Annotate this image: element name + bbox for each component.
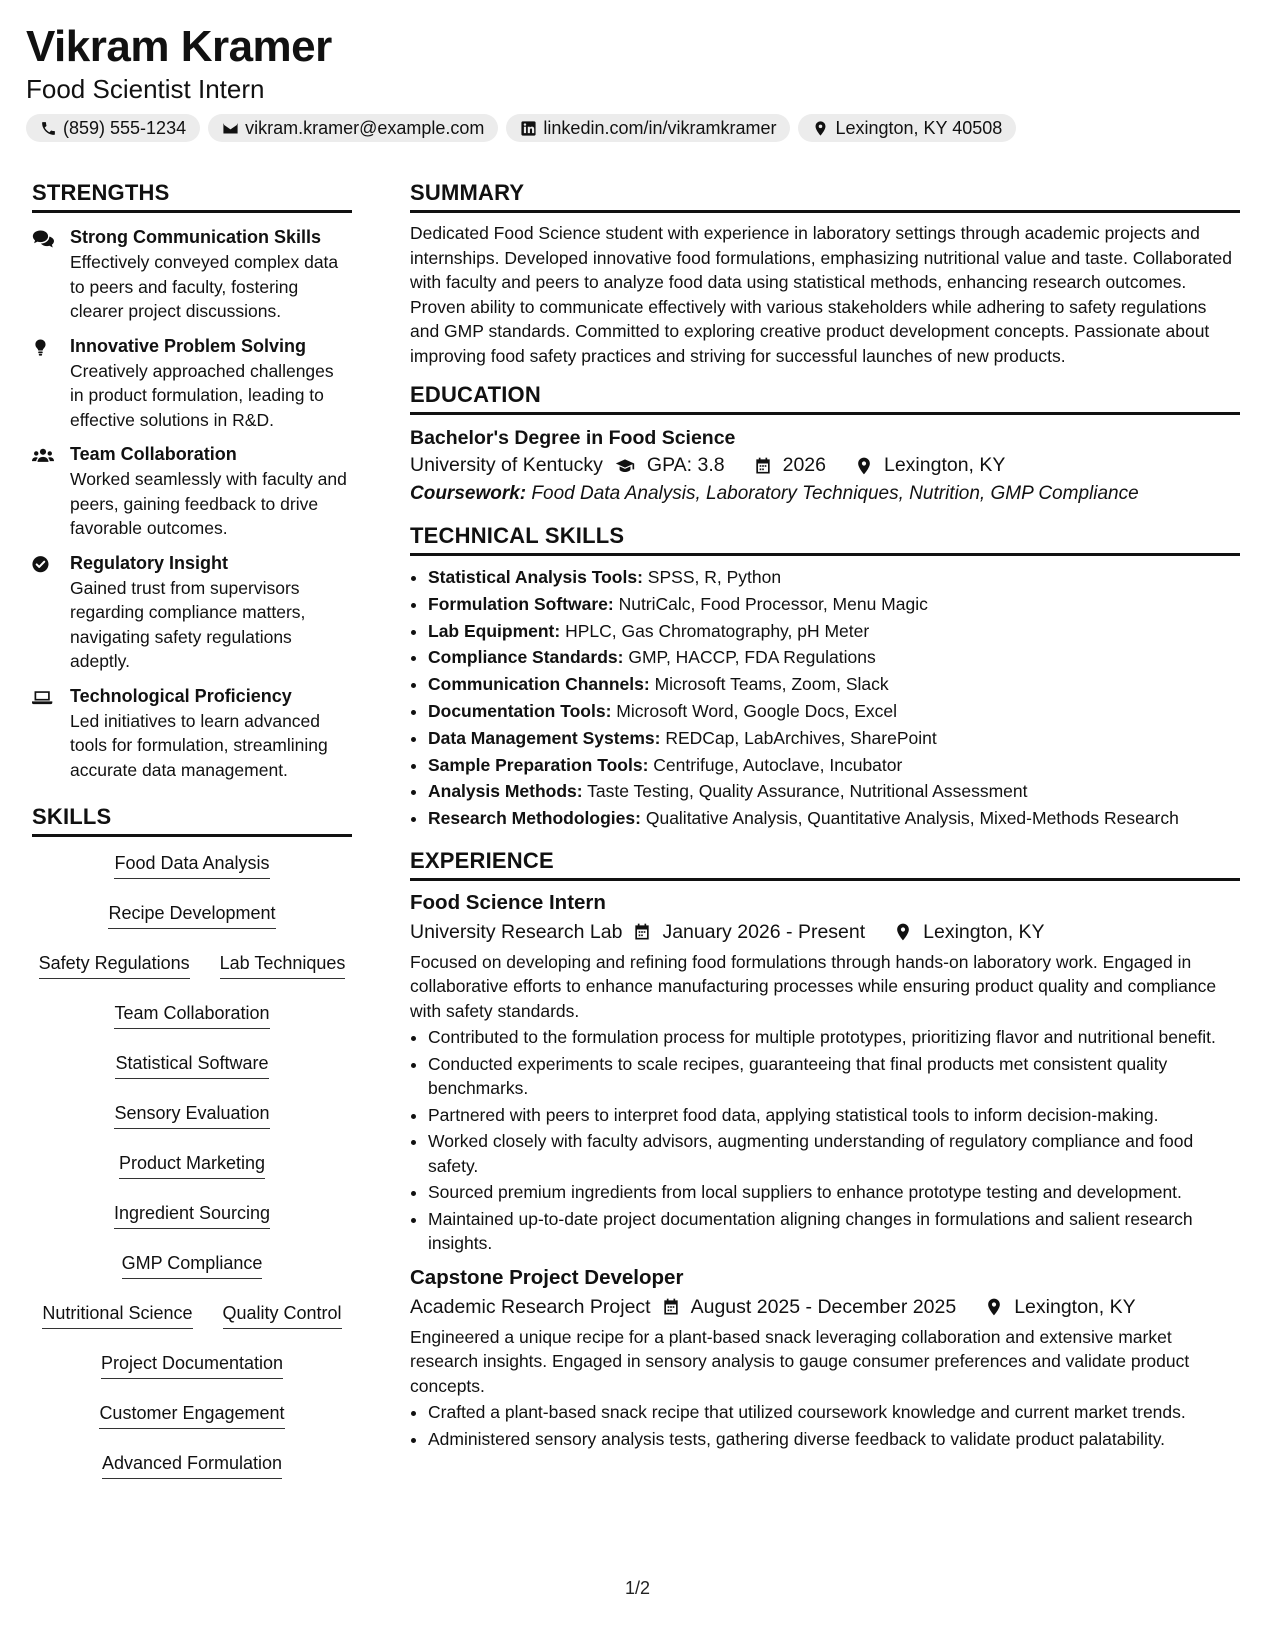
tech-skill-item: [428, 644, 1240, 671]
skill-tag: GMP Compliance: [122, 1243, 263, 1279]
strength-item: [32, 553, 352, 674]
tech-skill-value: NutriCalc, Food Processor, Menu Magic: [618, 593, 928, 614]
tech-skill-item: [428, 805, 1240, 832]
contact-phone[interactable]: [26, 114, 200, 142]
technical-skills-heading: TECHNICAL SKILLS: [410, 523, 1240, 556]
tech-skill-value: Qualitative Analysis, Quantitative Analysis, Mixed-Methods Research: [645, 808, 1179, 829]
job-bullet: • Sourced premium ingredients from local suppliers to enhance prototype testing and development.: [428, 1180, 1240, 1205]
tech-skill-item: [428, 618, 1240, 645]
tech-skill-item: [428, 725, 1240, 752]
page-number: 1/2: [624, 1578, 651, 1598]
tech-skill-item: [428, 752, 1240, 779]
skill-tag: Ingredient Sourcing: [114, 1193, 270, 1229]
strength-desc: Led initiatives to learn advanced tools for formulation, streamlining accurate data management.: [70, 710, 328, 780]
job-location: Lexington, KY: [923, 920, 1045, 943]
job-location: Lexington, KY: [1014, 1295, 1136, 1318]
job-bullet: • Crafted a plant-based snack recipe that utilized coursework knowledge and current market trends.: [428, 1400, 1240, 1425]
laptop-icon: [32, 688, 54, 708]
contact-phone-text: (859) 555-1234: [63, 117, 187, 138]
job-entry: [410, 891, 1240, 1256]
coursework-label: Coursework:: [410, 483, 527, 504]
skill-tag: Advanced Formulation: [102, 1443, 282, 1479]
envelope-icon: [222, 120, 239, 137]
tech-skill-item: [428, 778, 1240, 805]
job-bullet: • Partnered with peers to interpret food data, applying statistical tools to inform decision-making.: [428, 1103, 1240, 1128]
job-title: Food Science Intern: [410, 890, 606, 914]
location-pin-icon: [893, 922, 913, 942]
tech-skill-value: REDCap, LabArchives, SharePoint: [665, 727, 937, 748]
coursework-list: Food Data Analysis, Laboratory Techniques, Nutrition, GMP Compliance: [531, 483, 1139, 504]
strength-desc: Creatively approached challenges in product formulation, leading to effective solutions in R&D.: [70, 360, 334, 430]
phone-icon: [40, 120, 57, 137]
tech-skill-value: HPLC, Gas Chromatography, pH Meter: [565, 620, 870, 641]
coursework: [410, 483, 1240, 505]
experience-heading: EXPERIENCE: [410, 848, 1240, 881]
education-location: Lexington, KY: [883, 454, 1006, 476]
tech-skill-value: Microsoft Word, Google Docs, Excel: [616, 700, 898, 721]
job-meta: [410, 921, 1240, 944]
strength-title: Team Collaboration: [70, 444, 237, 464]
candidate-role: Food Scientist Intern: [26, 74, 265, 104]
job-bullet: • Maintained up-to-date project documentation aligning changes in formulations and salient research insights.: [428, 1207, 1240, 1256]
contact-location: [798, 114, 1016, 142]
strength-title: Regulatory Insight: [70, 552, 229, 573]
strength-item: [32, 686, 352, 783]
tech-skill-item: [428, 564, 1240, 591]
skill-tag: Product Marketing: [119, 1143, 265, 1179]
contact-email-text: vikram.kramer@example.com: [245, 117, 485, 138]
tech-skill-label: Lab Equipment:: [428, 620, 561, 641]
strength-title: Technological Proficiency: [70, 685, 292, 706]
tech-skill-label: Data Management Systems:: [428, 727, 661, 748]
job-bullet: • Worked closely with faculty advisors, augmenting understanding of regulatory compliance and food safety.: [428, 1129, 1240, 1178]
tech-skill-label: Statistical Analysis Tools:: [428, 567, 643, 587]
location-pin-icon: [812, 120, 829, 137]
contact-bar: [26, 114, 1016, 142]
calendar-icon: [753, 456, 773, 476]
strength-title: Strong Communication Skills: [70, 227, 322, 247]
contact-location-text: Lexington, KY 40508: [835, 117, 1003, 138]
summary-text: Dedicated Food Science student with experience in laboratory settings through academic projects and internships. Developed innovative food formulations, emphasizing nutritional value and taste. Collaborated with faculty and peers to analyze food data using statistical methods, enhancing research outcomes. Proven ability to communicate effectively with various stakeholders while adhering to safety regulations and GMP standards. Committed to exploring creative product development concepts. Passionate about improving food safety practices and striving for successful launches of new products.: [410, 223, 1233, 366]
job-org: University Research Lab: [410, 920, 623, 943]
skill-tag: Lab Techniques: [220, 943, 346, 979]
strength-title: Innovative Problem Solving: [70, 335, 307, 356]
skill-tag: Safety Regulations: [39, 943, 190, 979]
tech-skill-label: Analysis Methods:: [428, 781, 583, 802]
tech-skill-value: SPSS, R, Python: [647, 567, 782, 587]
strength-desc: Worked seamlessly with faculty and peers, gaining feedback to drive favorable outcomes.: [70, 469, 347, 538]
strength-item: [32, 336, 352, 433]
left-column: [32, 180, 352, 1493]
skill-tag: Quality Control: [223, 1293, 342, 1329]
location-pin-icon: [984, 1297, 1004, 1317]
tech-skill-label: Research Methodologies:: [428, 808, 641, 829]
skill-tag: Recipe Development: [108, 893, 275, 929]
tech-skill-value: GMP, HACCP, FDA Regulations: [628, 647, 876, 668]
tech-skill-label: Formulation Software:: [428, 593, 614, 614]
strengths-heading: STRENGTHS: [32, 180, 352, 213]
skills-tag-list: [32, 843, 352, 1493]
job-entry: [410, 1266, 1240, 1452]
tech-skill-label: Compliance Standards:: [428, 647, 624, 668]
linkedin-icon: [520, 120, 537, 137]
calendar-icon: [632, 922, 652, 942]
job-bullet: • Conducted experiments to scale recipes, guaranteeing that final products met consistent quality benchmarks.: [428, 1052, 1240, 1101]
speech-bubbles-icon: [32, 229, 54, 249]
tech-skill-label: Sample Preparation Tools:: [428, 754, 649, 775]
job-bullets: [410, 1025, 1240, 1256]
strengths-list: [32, 227, 352, 782]
location-pin-icon: [854, 456, 874, 476]
tech-skill-value: Centrifuge, Autoclave, Incubator: [653, 754, 903, 775]
skill-tag: Customer Engagement: [99, 1393, 284, 1429]
graduation-cap-icon: [613, 456, 637, 476]
right-column: [410, 180, 1240, 1453]
calendar-icon: [661, 1297, 681, 1317]
skill-tag: Nutritional Science: [42, 1293, 192, 1329]
contact-email[interactable]: [208, 114, 498, 142]
summary-heading: SUMMARY: [410, 180, 1240, 213]
contact-linkedin[interactable]: [506, 114, 790, 142]
job-bullet: • Contributed to the formulation process for multiple prototypes, prioritizing flavor and nutritional benefit.: [428, 1025, 1240, 1050]
users-icon: [32, 446, 54, 466]
job-title: Capstone Project Developer: [410, 1265, 684, 1289]
tech-skill-item: [428, 698, 1240, 725]
skills-heading: SKILLS: [32, 804, 352, 837]
gpa: GPA: 3.8: [646, 454, 725, 476]
school-name: University of Kentucky: [410, 454, 603, 476]
candidate-name: Vikram Kramer: [26, 22, 332, 71]
job-dates: August 2025 - December 2025: [690, 1295, 957, 1318]
tech-skill-label: Communication Channels:: [428, 674, 650, 695]
job-meta: [410, 1296, 1240, 1319]
tech-skill-item: [428, 591, 1240, 618]
strength-desc: Effectively conveyed complex data to peers and faculty, fostering clearer project discussions.: [70, 252, 339, 321]
job-bullets: [410, 1400, 1240, 1451]
education-heading: EDUCATION: [410, 382, 1240, 415]
job-description: Focused on developing and refining food formulations through hands-on laboratory work. Engaged in collaborative efforts to enhance manufacturing processes while ensuring product quality and compliance with safety standards.: [410, 951, 1217, 1021]
skill-tag: Statistical Software: [115, 1043, 268, 1079]
degree-title: Bachelor's Degree in Food Science: [410, 427, 736, 449]
education-meta: [410, 454, 1240, 477]
skill-tag: Sensory Evaluation: [114, 1093, 269, 1129]
technical-skills-list: [410, 564, 1240, 832]
job-dates: January 2026 - Present: [662, 920, 866, 943]
strength-item: [32, 444, 352, 541]
tech-skill-label: Documentation Tools:: [428, 700, 612, 721]
lightbulb-icon: [32, 338, 54, 358]
job-bullet: • Administered sensory analysis tests, gathering diverse feedback to validate product palatability.: [428, 1427, 1240, 1452]
tech-skill-item: [428, 671, 1240, 698]
graduation-year: 2026: [782, 454, 826, 476]
tech-skill-value: Microsoft Teams, Zoom, Slack: [654, 674, 889, 695]
contact-linkedin-text: linkedin.com/in/vikramkramer: [543, 117, 777, 138]
job-org: Academic Research Project: [410, 1295, 651, 1318]
strength-desc: Gained trust from supervisors regarding compliance matters, navigating safety regulations adeptly.: [70, 577, 306, 671]
check-circle-icon: [32, 555, 54, 575]
strength-item: [32, 227, 352, 324]
skill-tag: Food Data Analysis: [114, 843, 269, 879]
tech-skill-value: Taste Testing, Quality Assurance, Nutritional Assessment: [587, 781, 1028, 802]
job-description: Engineered a unique recipe for a plant-based snack leveraging collaboration and extensive market research insights. Engaged in sensory analysis to gauge consumer preferences and validate product concepts.: [410, 1326, 1190, 1396]
skill-tag: Project Documentation: [101, 1343, 283, 1379]
skill-tag: Team Collaboration: [114, 993, 269, 1029]
